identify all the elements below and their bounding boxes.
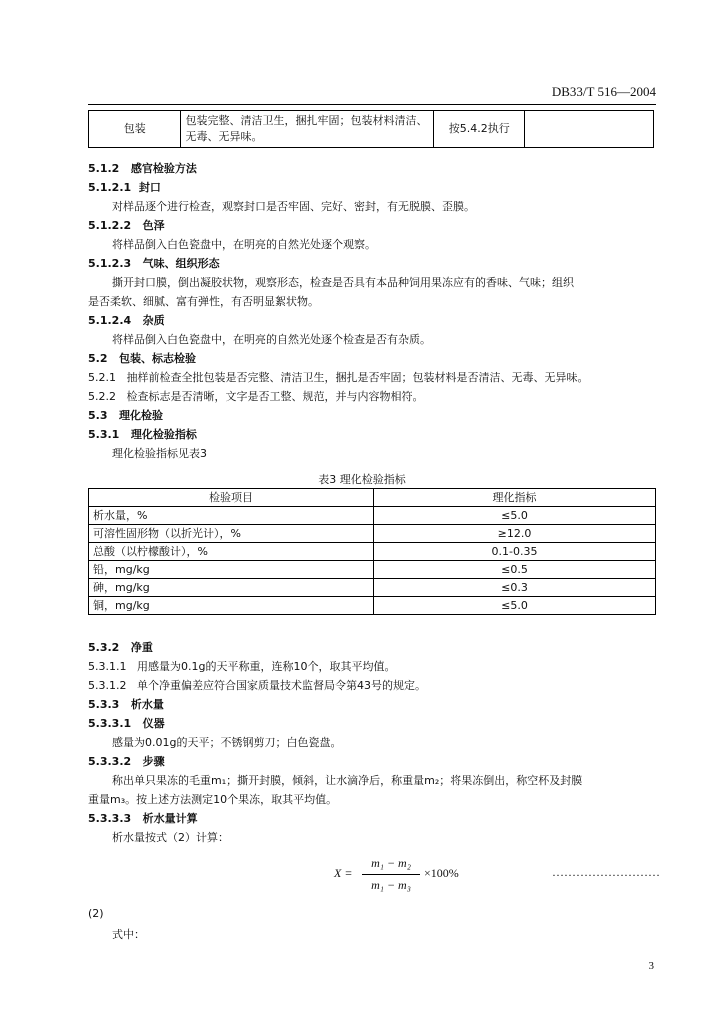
section-title: 仪器 [142,717,165,730]
section-5-3-3-2-body-2: 重量m₃。按上述方法测定10个果冻，取其平均值。 [88,793,338,806]
section-5-3-3-2-body-1: 称出单只果冻的毛重m₁；撕开封膜，倾斜，让水滴净后，称重量m₂；将果冻倒出，称空杯及封膜 [112,774,583,787]
formula-denominator: m₁ − m₃ [371,878,411,892]
section-body: 用感量为0.1g的天平称重，连称10个，取其平均值。 [136,660,396,673]
table-header-row [89,489,656,507]
section-number: 5.2 [88,352,108,365]
table-cell: 铅，mg/kg [89,561,374,579]
section-number: 5.3.1.1 [88,660,127,673]
section-5-2-heading [88,349,196,368]
section-5-1-2-1-heading [88,178,161,197]
section-5-1-2-2-heading [88,216,165,235]
section-title: 步骤 [142,755,165,768]
section-5-1-2-3-body-1: 撕开封口膜，倒出凝胶状物，观察形态，检查是否具有本品种饲用果冻应有的香味、气味；组织 [112,276,574,289]
fraction-line [362,874,420,875]
table-row [89,525,656,543]
section-number: 5.3.3.1 [88,717,132,730]
section-number: 5.2.2 [88,390,116,403]
table-cell: 0.1-0.35 [374,543,656,561]
table-cell: ≤0.3 [374,579,656,597]
section-5-3-heading [88,406,163,425]
section-number: 5.3.1 [88,428,120,441]
section-5-1-2-3-body-2: 是否柔软、细腻、富有弹性，有否明显絮状物。 [88,295,319,308]
section-title: 封口 [138,181,161,194]
section-title: 理化检验指标 [130,428,197,441]
formula-leader-dots: ……………………… [552,865,660,879]
page-number: 3 [648,960,654,972]
section-number: 5.3.3.3 [88,812,132,825]
section-number: 5.3.1.2 [88,679,127,692]
equation-number: (2) [88,907,104,920]
table-3 [88,488,656,615]
column-header: 检验项目 [89,489,374,507]
section-5-1-2-3-heading [88,254,220,273]
table-row [89,111,654,148]
table-cell: 砷，mg/kg [89,579,374,597]
section-title: 析水量计算 [142,812,198,825]
column-header: 理化指标 [374,489,656,507]
section-5-3-3-1-heading [88,714,165,733]
section-number: 5.1.2.2 [88,219,132,232]
packaging-method: 按5.4.2执行 [434,111,524,148]
section-title: 包装、标志检验 [119,352,196,365]
where-label: 式中： [112,928,145,941]
table-cell: ≤5.0 [374,507,656,525]
table-row [89,507,656,525]
section-5-2-1 [88,368,589,387]
table-cell: ≥12.0 [374,525,656,543]
table-row [89,561,656,579]
section-title: 析水量 [130,698,164,711]
table-row [89,543,656,561]
section-title: 色泽 [142,219,165,232]
section-5-3-3-1-body: 感量为0.01g的天平；不锈钢剪刀；白色瓷盘。 [112,736,342,749]
section-5-1-2-4-heading [88,311,165,330]
section-number: 5.1.2 [88,162,120,175]
section-5-3-3-2-heading [88,752,165,771]
section-5-3-1-body: 理化检验指标见表3 [112,447,207,460]
section-5-3-1-2 [88,676,426,695]
header-rule [88,104,656,105]
section-number: 5.1.2.4 [88,314,132,327]
table-cell: ≤0.5 [374,561,656,579]
packaging-note [524,111,653,148]
section-title: 感官检验方法 [130,162,197,175]
section-5-1-2-heading [88,159,197,178]
section-5-1-2-1-body: 对样品逐个进行检查，观察封口是否牢固、完好、密封，有无脱膜、歪膜。 [112,200,475,213]
section-number: 5.3.3.2 [88,755,132,768]
section-number: 5.1.2.3 [88,257,132,270]
table-cell: 铜，mg/kg [89,597,374,615]
section-5-3-3-3-heading [88,809,198,828]
section-number: 5.3.3 [88,698,120,711]
section-number: 5.3.2 [88,641,120,654]
table-cell: 析水量，% [89,507,374,525]
packaging-table [88,110,654,148]
section-5-3-3-heading [88,695,164,714]
section-title: 理化检验 [119,409,163,422]
section-title: 杂质 [142,314,165,327]
section-body: 检查标志是否清晰，文字是否工整、规范，并与内容物相符。 [126,390,424,403]
section-5-1-2-4-body: 将样品倒入白色瓷盘中，在明亮的自然光处逐个检查是否有杂质。 [112,333,431,346]
section-number: 5.2.1 [88,371,116,384]
table-row [89,579,656,597]
table-row [89,597,656,615]
formula-numerator: m₁ − m₂ [371,856,411,870]
section-5-3-1-heading [88,425,197,444]
section-5-2-2 [88,387,424,406]
standard-code: DB33/T 516—2004 [551,84,656,99]
formula-lhs: X = [334,866,353,880]
packaging-requirement: 包装完整、清洁卫生，捆扎牢固；包装材料清洁、无毒、无异味。 [181,111,434,148]
section-number: 5.1.2.1 [88,181,132,194]
section-5-3-3-3-body: 析水量按式（2）计算： [112,831,229,844]
section-body: 单个净重偏差应符合国家质量技术监督局令第43号的规定。 [136,679,426,692]
section-5-1-2-2-body: 将样品倒入白色瓷盘中，在明亮的自然光处逐个观察。 [112,238,376,251]
section-title: 气味、组织形态 [142,257,220,270]
section-number: 5.3 [88,409,108,422]
section-title: 净重 [130,641,153,654]
section-body: 抽样前检查全批包装是否完整、清洁卫生，捆扎是否牢固；包装材料是否清洁、无毒、无异味。 [126,371,589,384]
table-3-caption: 表3 理化检验指标 [318,473,406,486]
table-cell: ≤5.0 [374,597,656,615]
formula-factor: ×100% [424,866,459,880]
table-cell: 总酸（以柠檬酸计），% [89,543,374,561]
section-5-3-1-1 [88,657,395,676]
section-5-3-2-heading [88,638,153,657]
packaging-item: 包装 [89,111,181,148]
table-cell: 可溶性固形物（以折光计），% [89,525,374,543]
